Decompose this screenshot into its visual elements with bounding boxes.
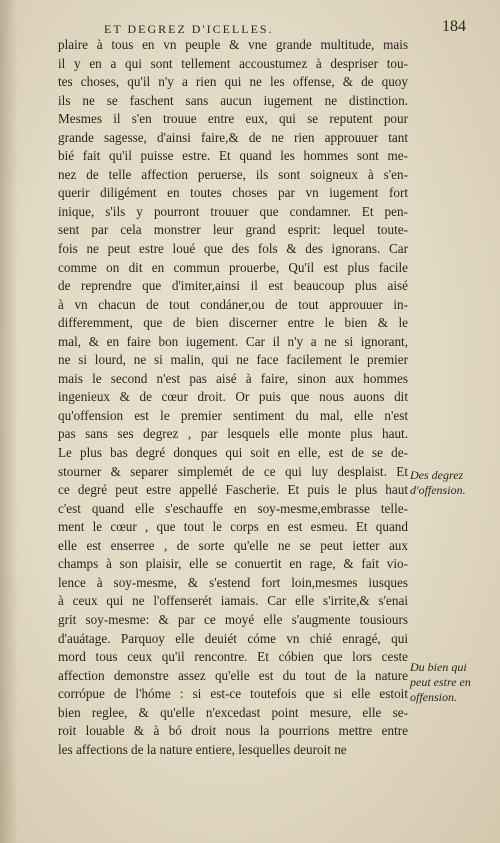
text-line: ingenieux & de cœur droit. Or puis que nous auons dit — [58, 389, 408, 405]
running-head: ET DEGREZ D'ICELLES. — [104, 22, 274, 36]
text-line: fois ne peut estre loué que des fols & des ignorans. Car — [58, 241, 408, 257]
text-line: corrópue de l'hóme : si est-ce toutefois que si elle estoit — [58, 686, 408, 702]
gutter-shadow — [0, 0, 18, 843]
text-line: affection demonstre assez qu'elle est du tout de la nature — [58, 667, 408, 683]
text-line: ils ne se faschent sans aucun iugement ne distinction. — [58, 92, 408, 108]
text-line: roit louable & à bó droit nous la pourrions mettre entre — [58, 723, 408, 739]
text-line: nez de telle affection peruerse, ils sont soigneux à s'en- — [58, 166, 408, 182]
text-line: stourner & separer simplemét de ce qui luy desplaist. Et — [58, 463, 408, 479]
text-line: à ceux qui ne l'offenserét iamais. Car elle s'irrite,& s'enai — [58, 593, 408, 609]
text-line: ce degré peut estre appellé Fascherie. Et puis le plus haut — [58, 482, 408, 498]
marginal-note-line: Des degrez — [410, 468, 464, 482]
text-line: champs à son plaisir, elle se conuertit en rage, & fait vio- — [58, 556, 408, 572]
marginal-note-line: peut estre en — [410, 675, 471, 689]
marginal-note-good — [410, 660, 498, 705]
text-line: pas sans ses degrez , par lesquels elle monte plus haut. — [58, 426, 408, 442]
text-line: inique, s'ils y pourront trouuer que condamner. Et pen- — [58, 203, 408, 219]
text-line: mal, & en faire bon iugement. Car il n'y a ne si ignorant, — [58, 333, 408, 349]
marginal-note-line: Du bien qui — [410, 660, 467, 674]
text-line: il y en a qui sont tellement accoustumez à despriser tou- — [58, 55, 408, 71]
text-line: d'auátage. Parquoy elle deuiét cóme vn chié enragé, qui — [58, 630, 408, 646]
text-line: plaire à tous en vn peuple & vne grande multitude, mais — [58, 37, 408, 52]
text-line: qu'offension est le premier sentiment du mal, elle n'est — [58, 407, 408, 423]
text-line: grit soy-mesme: & par ce moyé elle s'augmente tousiours — [58, 611, 408, 627]
body-text — [58, 36, 408, 759]
text-line: comme on dit en commun prouerbe, Qu'il est plus facile — [58, 259, 408, 275]
text-line: grande sagesse, d'ainsi faire,& de ne rien approuuer tant — [58, 129, 408, 145]
text-line: ment le cœur , que tout le corps en est esmeu. Et quand — [58, 519, 408, 535]
marginal-note-line: offension. — [410, 690, 457, 704]
text-line: à vn chacun de tout condáner,ou de tout approuuer in- — [58, 296, 408, 312]
text-line: lence à soy-mesme, & s'estend fort loin,mesmes iusques — [58, 574, 408, 590]
text-line: tes choses, qu'il n'y a rien qui ne les offense, & de quoy — [58, 74, 408, 90]
text-line: mais le second n'est pas aisé à faire, sinon aux hommes — [58, 370, 408, 386]
text-line: querir diligément en toutes choses par vn iugement fort — [58, 185, 408, 201]
text-line: bien reglee, & qu'elle n'excedast point mesure, elle se- — [58, 704, 408, 720]
text-line: ne si lourd, ne si malin, qui ne face facilement le premier — [58, 352, 408, 368]
text-line: de reprendre que d'imiter,ainsi il est beaucoup plus aisé — [58, 278, 408, 294]
marginal-note-degrees — [410, 468, 498, 498]
text-line: Le plus bas degré donques qui soit en elle, est de se de- — [58, 445, 408, 461]
text-line: bié fait qu'il puisse estre. Et quand les hommes sont me- — [58, 148, 408, 164]
text-line: differemment, que de bien discerner entre le bien & le — [58, 315, 408, 331]
page-number: 184 — [442, 18, 466, 35]
text-line: sent par cela monstrer leur grand esprit: lequel toute- — [58, 222, 408, 238]
text-line: elle est enserree , de sorte qu'elle ne se peut ietter aux — [58, 537, 408, 553]
text-line: les affections de la nature entiere, lesquelles deuroit ne — [58, 741, 347, 757]
marginal-note-line: d'offension. — [410, 483, 466, 497]
text-line: mord tous ceux qu'il rencontre. Et cóbien que lors ceste — [58, 649, 408, 665]
text-line: c'est quand elle s'eschauffe en soy-mesme,embrasse tellе- — [58, 500, 408, 516]
text-line: Mesmes il s'en trouue entre eux, qui se reputent pour — [58, 111, 408, 127]
